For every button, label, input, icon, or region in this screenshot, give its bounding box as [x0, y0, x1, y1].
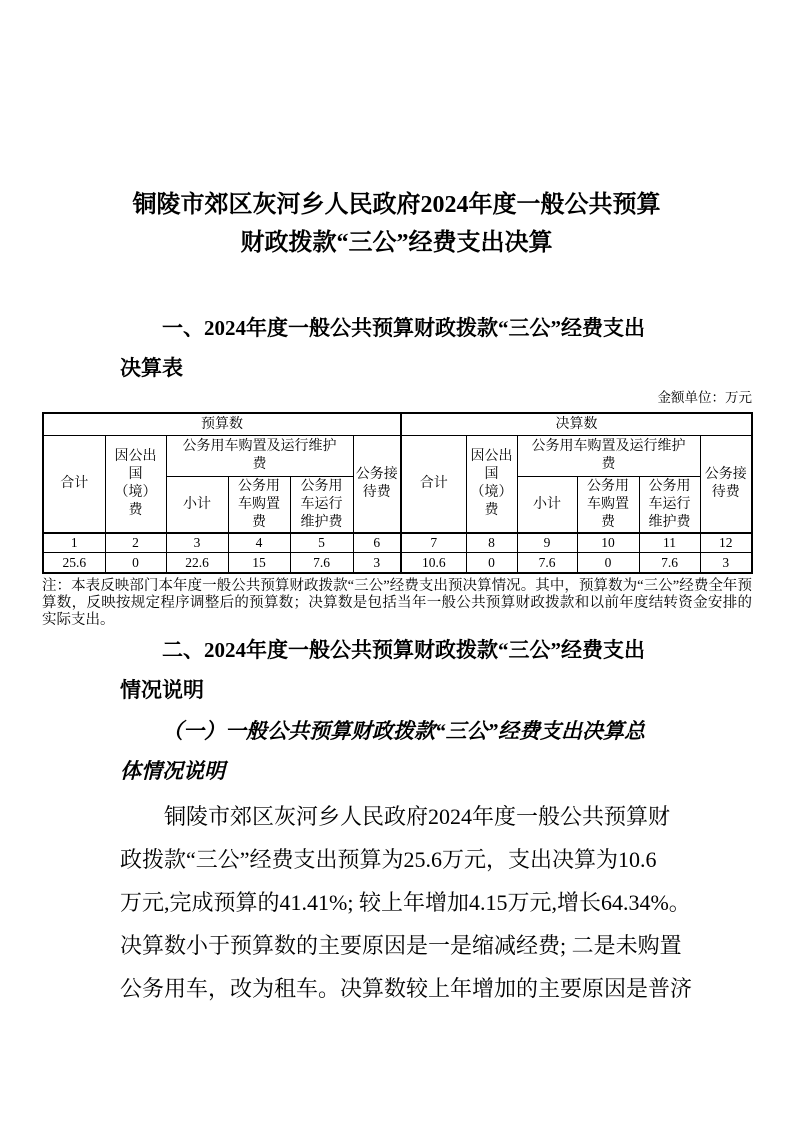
- header-budget-total: 合计: [43, 436, 105, 534]
- section1-heading-line1: 一、2024年度一般公共预算财政拨款“三公”经费支出: [162, 316, 645, 340]
- summary-paragraph: [120, 795, 713, 1010]
- paragraph-line: 决算数小于预算数的主要原因是一是缩减经费; 二是未购置: [120, 933, 682, 958]
- value-budget-subtotal: 22.6: [166, 553, 228, 574]
- value-final-purchase: 0: [577, 553, 639, 574]
- header-final-total: 合计: [401, 436, 466, 534]
- value-budget-abroad: 0: [105, 553, 166, 574]
- paragraph-line: 万元,完成预算的41.41%; 较上年增加4.15万元,增长64.34%。: [120, 890, 691, 915]
- value-budget-reception: 3: [353, 553, 401, 574]
- value-final-reception: 3: [700, 553, 752, 574]
- header-final-maintenance: 公务用车运行维护费: [639, 477, 700, 534]
- value-budget-maintenance: 7.6: [290, 553, 353, 574]
- section1-heading-line2: 决算表: [120, 356, 183, 380]
- column-number: 10: [577, 533, 639, 553]
- document-title: [0, 186, 793, 262]
- column-number: 7: [401, 533, 466, 553]
- column-number-row: [43, 533, 752, 553]
- document-title-line2: 财政拨款“三公”经费支出决算: [240, 230, 553, 256]
- header-budget-purchase: 公务用车购置费: [228, 477, 290, 534]
- column-number: 6: [353, 533, 401, 553]
- section2-heading: [120, 630, 698, 710]
- table-note: 注：本表反映部门本年度一般公共预算财政拨款“三公”经费支出预决算情况。其中，预算数为“三公”经费全年预算数，反映按规定程序调整后的预算数；决算数是包括当年一般公共预算财政拨款和以前年度结转资金安排的实际支出。: [42, 578, 752, 628]
- amount-unit-label: 金额单位：万元: [657, 390, 752, 405]
- section2-heading-line1: 二、2024年度一般公共预算财政拨款“三公”经费支出: [162, 638, 645, 662]
- subsection1-heading: [120, 711, 698, 791]
- value-budget-total: 25.6: [43, 553, 105, 574]
- column-number: 3: [166, 533, 228, 553]
- value-final-total: 10.6: [401, 553, 466, 574]
- header-final-vehicle-group: 公务用车购置及运行维护费: [517, 436, 700, 477]
- group-header-budget: 预算数: [43, 413, 401, 436]
- paragraph-line: 政拨款“三公”经费支出预算为25.6万元，支出决算为10.6: [120, 847, 657, 872]
- subsection1-heading-line2: 体情况说明: [120, 759, 225, 783]
- header-final-abroad: 因公出国（境）费: [466, 436, 517, 534]
- header-final-reception: 公务接待费: [700, 436, 752, 534]
- header-budget-vehicle-group: 公务用车购置及运行维护费: [166, 436, 353, 477]
- column-number: 1: [43, 533, 105, 553]
- value-final-maintenance: 7.6: [639, 553, 700, 574]
- column-number: 9: [517, 533, 577, 553]
- header-budget-subtotal: 小计: [166, 477, 228, 534]
- subsection1-heading-line1: （一）一般公共预算财政拨款“三公”经费支出决算总: [162, 719, 645, 743]
- column-number: 8: [466, 533, 517, 553]
- table-header-row-1: [43, 436, 752, 477]
- value-final-abroad: 0: [466, 553, 517, 574]
- column-number: 12: [700, 533, 752, 553]
- sangong-expense-table: [42, 412, 753, 574]
- paragraph-line: 铜陵市郊区灰河乡人民政府2024年度一般公共预算财: [164, 804, 671, 829]
- header-budget-reception: 公务接待费: [353, 436, 401, 534]
- column-number: 5: [290, 533, 353, 553]
- column-number: 2: [105, 533, 166, 553]
- group-header-final: 决算数: [401, 413, 752, 436]
- column-number: 11: [639, 533, 700, 553]
- value-row: [43, 553, 752, 574]
- header-budget-maintenance: 公务用车运行维护费: [290, 477, 353, 534]
- header-budget-abroad: 因公出国（境）费: [105, 436, 166, 534]
- column-number: 4: [228, 533, 290, 553]
- value-final-subtotal: 7.6: [517, 553, 577, 574]
- value-budget-purchase: 15: [228, 553, 290, 574]
- section2-heading-line2: 情况说明: [120, 678, 204, 702]
- header-final-subtotal: 小计: [517, 477, 577, 534]
- section1-heading: [120, 308, 698, 388]
- document-title-line1: 铜陵市郊区灰河乡人民政府2024年度一般公共预算: [132, 192, 661, 218]
- table-group-row: [43, 413, 752, 436]
- paragraph-line: 公务用车，改为租车。决算数较上年增加的主要原因是普济: [120, 976, 693, 1001]
- header-final-purchase: 公务用车购置费: [577, 477, 639, 534]
